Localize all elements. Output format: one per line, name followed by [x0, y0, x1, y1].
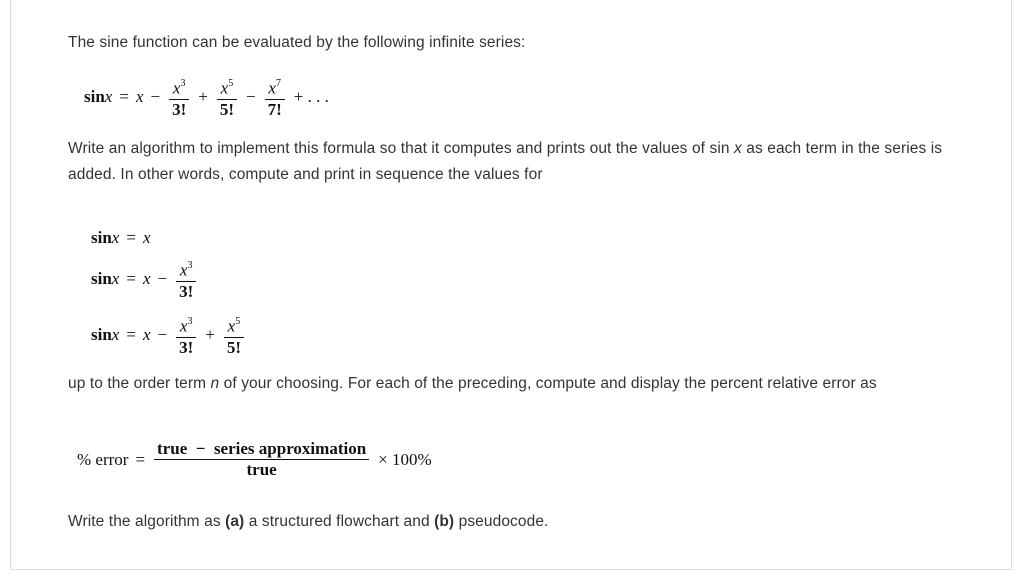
var-x: x	[111, 269, 120, 289]
denominator: 3!	[172, 99, 187, 119]
operator: −	[157, 325, 168, 345]
final-mid: a structured flowchart and	[244, 513, 435, 530]
exponent: 3	[187, 316, 193, 327]
final-pre: Write the algorithm as	[68, 513, 226, 530]
term-x3-over-3fact	[176, 258, 196, 301]
sin-label: sin	[91, 269, 112, 289]
denominator: 5!	[219, 99, 235, 119]
equals-sign: =	[126, 228, 136, 247]
numerator-base: x	[179, 316, 188, 336]
order-pre: up to the order term	[68, 375, 211, 392]
instruction-pre: Write an algorithm to implement this formula so that it computes and prints out the values of sin	[68, 140, 734, 157]
order-var: n	[210, 375, 220, 392]
series-formula	[84, 76, 336, 119]
term-x3-over-3fact	[176, 314, 196, 357]
var-x: x	[111, 325, 120, 345]
var-x: x	[104, 87, 113, 107]
sequence-formula-1	[91, 228, 150, 248]
first-term: x	[142, 269, 151, 289]
times-100-percent: × 100%	[378, 449, 432, 469]
sin-label: sin	[91, 228, 112, 247]
final-text	[68, 509, 988, 535]
part-b-label: (b)	[434, 513, 455, 530]
sin-label: sin	[84, 87, 105, 107]
instruction-post: as each term in the series is added. In other words, compute and print in sequence the values for	[68, 140, 943, 183]
operator: −	[157, 269, 168, 289]
exponent: 7	[275, 78, 281, 89]
term-x5-over-5fact	[224, 314, 244, 357]
exponent: 3	[180, 78, 186, 89]
final-post: pseudocode.	[454, 513, 549, 530]
sin-label: sin	[91, 325, 112, 345]
sequence-formula-3	[91, 314, 246, 357]
order-post: of your choosing. For each of the preceding, compute and display the percent relative error as	[219, 375, 877, 392]
operator: +	[198, 87, 208, 107]
sequence-formula-2	[91, 258, 198, 301]
error-formula	[77, 440, 439, 479]
numerator-base: x	[172, 78, 181, 98]
error-denominator: true	[246, 460, 277, 479]
numerator-base: x	[227, 316, 236, 336]
denominator: 7!	[267, 99, 282, 119]
intro-text: The sine function can be evaluated by the following infinite series:	[68, 34, 526, 51]
exponent: 5	[228, 78, 234, 89]
term-x3-over-3fact	[169, 76, 189, 119]
numerator-base: x	[179, 260, 188, 280]
series-continuation: + . . .	[293, 87, 329, 107]
denominator: 3!	[179, 281, 194, 301]
denominator: 5!	[226, 337, 242, 357]
equals-sign: =	[119, 87, 129, 107]
problem-card	[10, 0, 1012, 570]
first-term: x	[135, 87, 144, 107]
denominator: 3!	[179, 337, 194, 357]
order-text	[68, 371, 988, 397]
first-term: x	[142, 228, 151, 247]
instruction-var: x	[734, 140, 742, 157]
term-x7-over-7fact	[265, 76, 285, 119]
first-term: x	[142, 325, 151, 345]
error-fraction	[154, 440, 369, 479]
operator: +	[205, 325, 215, 345]
equals-sign: =	[135, 449, 146, 469]
exponent: 3	[187, 260, 193, 271]
operator: −	[150, 87, 161, 107]
exponent: 5	[235, 316, 241, 327]
equals-sign: =	[126, 269, 136, 289]
error-numerator: true − series approximation	[157, 439, 367, 458]
error-label: % error	[77, 449, 129, 469]
term-x5-over-5fact	[217, 76, 237, 119]
numerator-base: x	[268, 78, 276, 98]
var-x: x	[111, 228, 120, 247]
numerator-base: x	[220, 78, 229, 98]
part-a-label: (a)	[225, 513, 245, 530]
operator: −	[246, 87, 256, 107]
instruction-text	[68, 136, 988, 188]
equals-sign: =	[126, 325, 136, 345]
